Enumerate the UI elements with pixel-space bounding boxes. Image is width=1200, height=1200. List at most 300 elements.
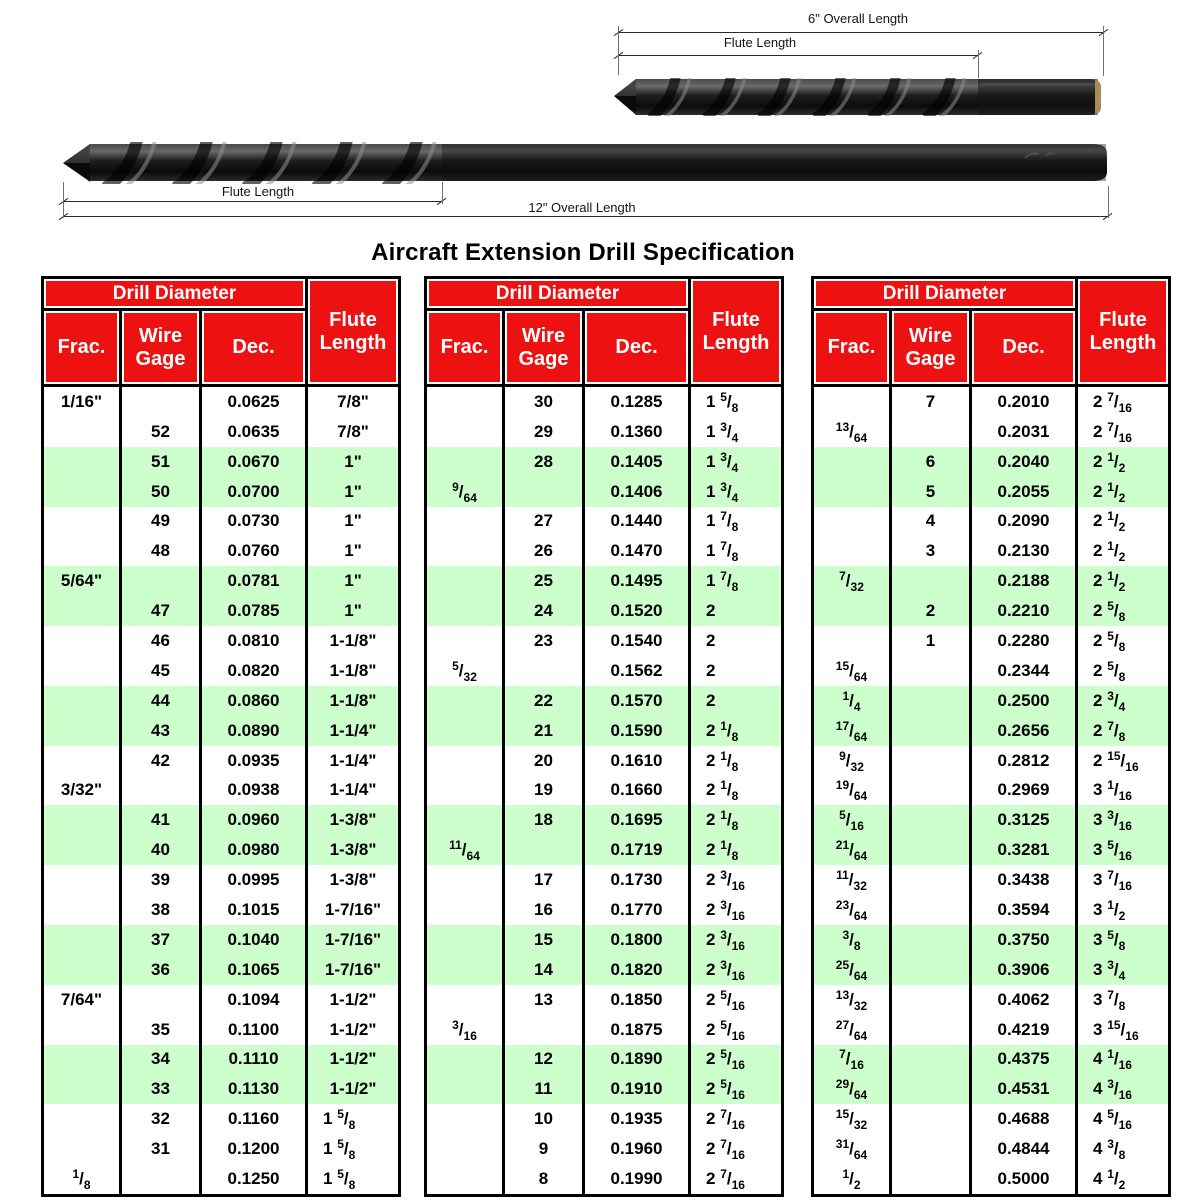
flute-length-cell: 3 $^1/_2$ [1078,895,1168,925]
wire-gage-cell [892,776,969,806]
dec-cell: 0.4062 [972,985,1075,1015]
flute-length-cell: 1-1/8" [308,626,398,656]
wire-gage-cell: 7 [892,387,969,417]
frac-cell [427,566,502,596]
wire-gage-cell: 38 [122,895,199,925]
wire-gage-cell [892,925,969,955]
frac-cell: $^5/_{16}$ [814,805,889,835]
wire-gage-cell: 46 [122,626,199,656]
frac-cell: $^{19}/_{64}$ [814,776,889,806]
wire-gage-cell [892,746,969,776]
wire-gage-cell: 25 [505,566,582,596]
wire-gage-cell [892,805,969,835]
dec-cell: 0.2969 [972,776,1075,806]
frac-cell: $^{23}/_{64}$ [814,895,889,925]
frac-cell [814,477,889,507]
drill-spec-table-middle [424,276,784,1197]
wire-gage-cell: 37 [122,925,199,955]
frac-cell [44,925,119,955]
frac-cell [427,805,502,835]
flute-length-cell: 2 $^3/_4$ [1078,686,1168,716]
wire-gage-cell: 8 [505,1164,582,1194]
dec-cell: 0.2040 [972,447,1075,477]
flute-length-cell: 2 $^7/_{16}$ [691,1164,781,1194]
flute-length-cell: 1 $^7/_8$ [691,536,781,566]
wire-gage-cell [892,1104,969,1134]
wire-gage-cell: 49 [122,507,199,537]
flute-length-cell: 2 $^7/_{16}$ [1078,387,1168,417]
dec-cell: 0.0785 [202,596,305,626]
wire-gage-cell [892,895,969,925]
dec-cell: 0.1850 [585,985,688,1015]
dec-cell: 0.3125 [972,805,1075,835]
header-frac: Frac. [814,311,889,384]
flute-length-12-dimension-line [63,201,442,202]
frac-cell [44,1045,119,1075]
dec-cell: 0.1695 [585,805,688,835]
frac-cell: $^9/_{32}$ [814,746,889,776]
dec-cell: 0.1065 [202,955,305,985]
flute-length-cell: 3 $^3/_4$ [1078,955,1168,985]
frac-cell [427,955,502,985]
flute-length-6-dimension-line [618,55,978,56]
dec-cell: 0.2280 [972,626,1075,656]
dec-cell: 0.5000 [972,1164,1075,1194]
flute-length-cell: 2 $^5/_8$ [1078,626,1168,656]
dec-cell: 0.3906 [972,955,1075,985]
frac-cell: $^9/_{64}$ [427,477,502,507]
frac-cell [44,686,119,716]
dec-cell: 0.1100 [202,1015,305,1045]
wire-gage-cell: 12 [505,1045,582,1075]
dec-cell: 0.0960 [202,805,305,835]
header-dec: Dec. [585,311,688,384]
dec-cell: 0.1495 [585,566,688,596]
wire-gage-cell: 23 [505,626,582,656]
wire-gage-cell: 17 [505,865,582,895]
frac-cell [44,895,119,925]
dec-cell: 0.2344 [972,656,1075,686]
frac-cell [814,596,889,626]
wire-gage-cell: 36 [122,955,199,985]
dec-cell: 0.1160 [202,1104,305,1134]
wire-gage-cell: 33 [122,1074,199,1104]
wire-gage-cell [892,1045,969,1075]
dec-cell: 0.0760 [202,536,305,566]
flute-length-cell: 4 $^5/_{16}$ [1078,1104,1168,1134]
wire-gage-cell: 14 [505,955,582,985]
frac-cell [427,387,502,417]
wire-gage-cell [505,477,582,507]
flute-length-12-label: Flute Length [221,184,295,199]
wire-gage-cell: 40 [122,835,199,865]
flute-length-cell: 7/8" [308,387,398,417]
wire-gage-cell: 13 [505,985,582,1015]
flute-length-cell: 2 $^5/_8$ [1078,656,1168,686]
wire-gage-cell: 24 [505,596,582,626]
table-body [427,387,781,1194]
flute-length-cell: 2 $^7/_8$ [1078,716,1168,746]
wire-gage-cell [892,985,969,1015]
frac-cell [427,686,502,716]
dec-cell: 0.4531 [972,1074,1075,1104]
flute-length-cell: 1" [308,566,398,596]
wire-gage-cell: 48 [122,536,199,566]
flute-length-cell: 3 $^7/_{16}$ [1078,865,1168,895]
frac-cell [44,536,119,566]
wire-gage-cell [122,776,199,806]
flute-length-cell: 3 $^3/_{16}$ [1078,805,1168,835]
dec-cell: 0.2500 [972,686,1075,716]
frac-cell [427,1104,502,1134]
dec-cell: 0.1015 [202,895,305,925]
dec-cell: 0.0810 [202,626,305,656]
flute-length-cell: 2 $^3/_{16}$ [691,865,781,895]
header-flute-length: Flute Length [1078,279,1168,384]
flute-length-cell: 1-7/16" [308,955,398,985]
wire-gage-cell: 30 [505,387,582,417]
wire-gage-cell [892,865,969,895]
wire-gage-cell: 19 [505,776,582,806]
wire-gage-cell [892,1015,969,1045]
frac-cell [44,1104,119,1134]
frac-cell [427,716,502,746]
flute-length-cell: 1 $^5/_8$ [691,387,781,417]
wire-gage-cell: 4 [892,507,969,537]
dec-cell: 0.2090 [972,507,1075,537]
overall-length-12-label: 12" Overall Length [528,200,636,215]
header-frac: Frac. [44,311,119,384]
dec-cell: 0.1960 [585,1134,688,1164]
wire-gage-cell: 18 [505,805,582,835]
flute-length-cell: 2 $^3/_{16}$ [691,895,781,925]
dec-cell: 0.1200 [202,1134,305,1164]
frac-cell [427,1134,502,1164]
frac-cell [427,1164,502,1194]
frac-cell [44,1015,119,1045]
frac-cell: $^{15}/_{32}$ [814,1104,889,1134]
flute-length-cell: 2 $^1/_8$ [691,776,781,806]
wire-gage-cell: 50 [122,477,199,507]
wire-gage-cell [892,716,969,746]
dec-cell: 0.1520 [585,596,688,626]
frac-cell [427,536,502,566]
dec-cell: 0.0730 [202,507,305,537]
flute-length-cell: 4 $^1/_2$ [1078,1164,1168,1194]
table-header [44,279,398,384]
dec-cell: 0.4844 [972,1134,1075,1164]
frac-cell [44,746,119,776]
dec-cell: 0.2055 [972,477,1075,507]
flute-length-cell: 2 $^1/_8$ [691,805,781,835]
flute-length-cell: 1-1/8" [308,656,398,686]
extension-line [63,182,64,218]
frac-cell: $^{21}/_{64}$ [814,835,889,865]
dec-cell: 0.1730 [585,865,688,895]
dec-cell: 0.0995 [202,865,305,895]
dec-cell: 0.1590 [585,716,688,746]
dec-cell: 0.1540 [585,626,688,656]
dec-cell: 0.2210 [972,596,1075,626]
frac-cell [44,805,119,835]
flute-length-cell: 2 $^{15}/_{16}$ [1078,746,1168,776]
dec-cell: 0.1562 [585,656,688,686]
dec-cell: 0.4219 [972,1015,1075,1045]
dec-cell: 0.0890 [202,716,305,746]
frac-cell: $^{11}/_{32}$ [814,865,889,895]
flute-length-cell: 1 $^5/_8$ [308,1104,398,1134]
flute-length-cell: 1 $^3/_4$ [691,477,781,507]
frac-cell [427,417,502,447]
wire-gage-cell: 16 [505,895,582,925]
flute-length-cell: 3 $^5/_{16}$ [1078,835,1168,865]
flute-length-cell: 2 $^5/_8$ [1078,596,1168,626]
wire-gage-cell: 32 [122,1104,199,1134]
wire-gage-cell: 39 [122,865,199,895]
frac-cell: $^{25}/_{64}$ [814,955,889,985]
frac-cell [427,626,502,656]
wire-gage-cell [892,1074,969,1104]
wire-gage-cell [122,566,199,596]
frac-cell [427,447,502,477]
flute-length-cell: 1-3/8" [308,865,398,895]
flute-length-cell: 2 $^1/_2$ [1078,507,1168,537]
dec-cell: 0.4688 [972,1104,1075,1134]
frac-cell: $^{13}/_{32}$ [814,985,889,1015]
flute-length-cell: 1" [308,596,398,626]
flute-length-cell: 2 $^7/_{16}$ [691,1134,781,1164]
frac-cell: $^3/_{16}$ [427,1015,502,1045]
wire-gage-cell: 26 [505,536,582,566]
wire-gage-cell [892,566,969,596]
frac-cell: 7/64" [44,985,119,1015]
frac-cell [44,417,119,447]
dec-cell: 0.0635 [202,417,305,447]
header-drill-diameter: Drill Diameter [44,279,305,308]
wire-gage-cell: 21 [505,716,582,746]
dec-cell: 0.1990 [585,1164,688,1194]
wire-gage-cell: 41 [122,805,199,835]
flute-length-cell: 3 $^{15}/_{16}$ [1078,1015,1168,1045]
frac-cell: $^{11}/_{64}$ [427,835,502,865]
flute-length-cell: 1" [308,447,398,477]
table-body [44,387,398,1194]
flute-length-cell: 2 $^5/_{16}$ [691,985,781,1015]
wire-gage-cell: 11 [505,1074,582,1104]
frac-cell [427,596,502,626]
wire-gage-cell [892,686,969,716]
wire-gage-cell [892,955,969,985]
dec-cell: 0.0820 [202,656,305,686]
frac-cell [427,985,502,1015]
flute-length-cell: 2 [691,596,781,626]
dec-cell: 0.1405 [585,447,688,477]
wire-gage-cell [505,835,582,865]
flute-length-cell: 2 [691,656,781,686]
frac-cell [814,447,889,477]
flute-length-cell: 1 $^7/_8$ [691,566,781,596]
header-drill-diameter: Drill Diameter [427,279,688,308]
wire-gage-cell [122,387,199,417]
frac-cell [427,776,502,806]
frac-cell [44,596,119,626]
frac-cell [814,387,889,417]
frac-cell [427,925,502,955]
dec-cell: 0.1935 [585,1104,688,1134]
frac-cell [427,1074,502,1104]
frac-cell [814,536,889,566]
flute-length-cell: 1" [308,507,398,537]
dec-cell: 0.3281 [972,835,1075,865]
flute-length-cell: 2 $^7/_{16}$ [691,1104,781,1134]
flute-length-cell: 1 $^3/_4$ [691,447,781,477]
wire-gage-cell: 44 [122,686,199,716]
dec-cell: 0.0938 [202,776,305,806]
flute-length-cell: 4 $^1/_{16}$ [1078,1045,1168,1075]
wire-gage-cell: 42 [122,746,199,776]
dec-cell: 0.0860 [202,686,305,716]
drill-spec-table-left [41,276,401,1197]
drill-spec-table-right [811,276,1171,1197]
page-title: Aircraft Extension Drill Specification [371,239,795,266]
header-frac: Frac. [427,311,502,384]
dec-cell: 0.2130 [972,536,1075,566]
flute-length-cell: 2 $^1/_2$ [1078,447,1168,477]
wire-gage-cell [892,656,969,686]
dec-cell: 0.4375 [972,1045,1075,1075]
extension-line [1108,186,1109,218]
dec-cell: 0.2188 [972,566,1075,596]
wire-gage-cell: 35 [122,1015,199,1045]
frac-cell [44,656,119,686]
wire-gage-cell: 5 [892,477,969,507]
flute-length-cell: 1-7/16" [308,895,398,925]
frac-cell: $^7/_{32}$ [814,566,889,596]
dec-cell: 0.1610 [585,746,688,776]
dec-cell: 0.1360 [585,417,688,447]
dec-cell: 0.1770 [585,895,688,925]
flute-length-cell: 2 $^3/_{16}$ [691,955,781,985]
overall-length-6-dimension-line [618,32,1104,33]
flute-length-cell: 1" [308,477,398,507]
dec-cell: 0.1470 [585,536,688,566]
wire-gage-cell: 52 [122,417,199,447]
extension-line [442,182,443,204]
flute-length-cell: 2 $^5/_{16}$ [691,1015,781,1045]
flute-length-cell: 3 $^7/_8$ [1078,985,1168,1015]
wire-gage-cell: 20 [505,746,582,776]
frac-cell [44,477,119,507]
flute-length-cell: 1 $^5/_8$ [308,1134,398,1164]
wire-gage-cell: 15 [505,925,582,955]
frac-cell [44,716,119,746]
dec-cell: 0.1660 [585,776,688,806]
wire-gage-cell: 28 [505,447,582,477]
header-wire-gage: Wire Gage [122,311,199,384]
dec-cell: 0.1910 [585,1074,688,1104]
frac-cell [814,626,889,656]
wire-gage-cell [122,985,199,1015]
frac-cell: $^{31}/_{64}$ [814,1134,889,1164]
wire-gage-cell: 10 [505,1104,582,1134]
flute-length-6-label: Flute Length [723,35,797,50]
dec-cell: 0.2010 [972,387,1075,417]
flute-length-cell: 1 $^3/_4$ [691,417,781,447]
flute-length-cell: 3 $^5/_8$ [1078,925,1168,955]
frac-cell [44,507,119,537]
drill-bit-12in-image [50,136,1115,191]
header-flute-length: Flute Length [691,279,781,384]
frac-cell [44,1074,119,1104]
header-dec: Dec. [202,311,305,384]
dec-cell: 0.1890 [585,1045,688,1075]
frac-cell: 5/64" [44,566,119,596]
flute-length-cell: 1-1/2" [308,985,398,1015]
dec-cell: 0.1040 [202,925,305,955]
flute-length-cell: 1-7/16" [308,925,398,955]
dec-cell: 0.1285 [585,387,688,417]
flute-length-cell: 2 $^1/_8$ [691,746,781,776]
dec-cell: 0.0625 [202,387,305,417]
frac-cell: $^7/_{16}$ [814,1045,889,1075]
flute-length-cell: 2 $^1/_8$ [691,835,781,865]
flute-length-cell: 3 $^1/_{16}$ [1078,776,1168,806]
frac-cell [44,955,119,985]
dec-cell: 0.2656 [972,716,1075,746]
dec-cell: 0.3594 [972,895,1075,925]
wire-gage-cell: 1 [892,626,969,656]
frac-cell [44,626,119,656]
flute-length-cell: 1-3/8" [308,835,398,865]
flute-length-cell: 1-1/4" [308,746,398,776]
frac-cell [44,865,119,895]
wire-gage-cell [892,835,969,865]
frac-cell: $^1/_4$ [814,686,889,716]
flute-length-cell: 1-1/4" [308,776,398,806]
wire-gage-cell [892,417,969,447]
flute-length-cell: 7/8" [308,417,398,447]
dec-cell: 0.1719 [585,835,688,865]
frac-cell: $^{15}/_{64}$ [814,656,889,686]
table-body [814,387,1168,1194]
dec-cell: 0.3438 [972,865,1075,895]
frac-cell [44,1134,119,1164]
flute-length-cell: 2 $^1/_2$ [1078,536,1168,566]
header-flute-length: Flute Length [308,279,398,384]
frac-cell: $^{17}/_{64}$ [814,716,889,746]
flute-length-cell: 1-1/2" [308,1045,398,1075]
flute-length-cell: 4 $^3/_8$ [1078,1134,1168,1164]
flute-length-cell: 2 [691,686,781,716]
wire-gage-cell [892,1134,969,1164]
frac-cell [44,835,119,865]
drill-bit-6in-image [600,68,1110,123]
dec-cell: 0.1110 [202,1045,305,1075]
flute-length-cell: 2 $^5/_{16}$ [691,1074,781,1104]
dec-cell: 0.0935 [202,746,305,776]
frac-cell [427,746,502,776]
wire-gage-cell [122,1164,199,1194]
wire-gage-cell: 9 [505,1134,582,1164]
overall-length-6-label: 6" Overall Length [807,11,909,26]
flute-length-cell: 1-1/8" [308,686,398,716]
dec-cell: 0.0670 [202,447,305,477]
wire-gage-cell: 27 [505,507,582,537]
dec-cell: 0.1130 [202,1074,305,1104]
frac-cell [427,1045,502,1075]
wire-gage-cell: 6 [892,447,969,477]
dec-cell: 0.1875 [585,1015,688,1045]
